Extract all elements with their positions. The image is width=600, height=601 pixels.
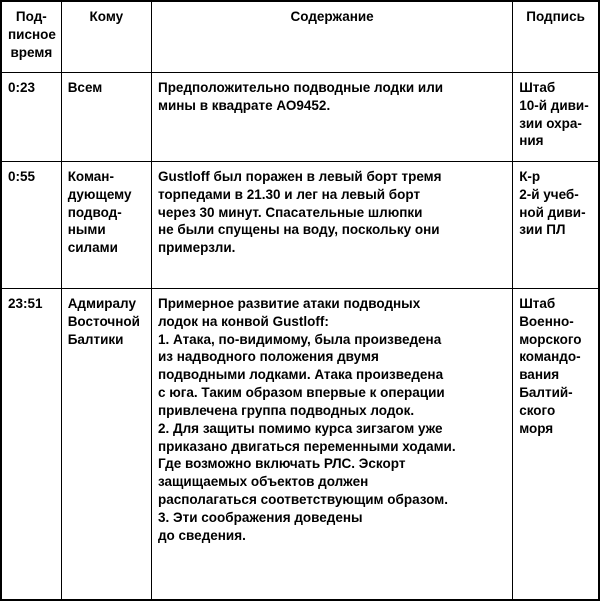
- cell-recipient: Адмиралу Восточной Балтики: [61, 289, 151, 601]
- table-body: [1, 73, 599, 601]
- cell-time: 23:51: [1, 289, 61, 601]
- table-row: [1, 73, 599, 162]
- column-header-signature: Подпись: [513, 1, 599, 73]
- table-row: [1, 162, 599, 289]
- table-header-row: [1, 1, 599, 73]
- cell-signature: Штаб 10-й диви- зии охра- ния: [513, 73, 599, 162]
- cell-content: Примерное развитие атаки подводных лодок на конвой Gustloff: 1. Атака, по-видимому, была произведена из надводного положения двумя подводными лодками. Атака произведена с юга. Таким образом впервые к операции привлечена группа подводных лодок. 2. Для защиты помимо курса зигзагом уже приказано двигаться переменными ходами. Где возможно включать РЛС. Эскорт защищаемых объектов должен располагаться соответствующим образом. 3. Эти соображения доведены до сведения.: [151, 289, 512, 601]
- cell-signature: Штаб Военно- морского командо- вания Балтий- ского моря: [513, 289, 599, 601]
- cell-content: Gustloff был поражен в левый борт тремя торпедами в 21.30 и лег на левый борт через 30 минут. Спасательные шлюпки не были спущены на воду, поскольку они примерзли.: [151, 162, 512, 289]
- column-header-time: Под- писное время: [1, 1, 61, 73]
- cell-content: Предположительно подводные лодки или мины в квадрате АО9452.: [151, 73, 512, 162]
- table-header: [1, 1, 599, 73]
- cell-recipient: Всем: [61, 73, 151, 162]
- cell-time: 0:55: [1, 162, 61, 289]
- cell-recipient: Коман- дующему подвод- ными силами: [61, 162, 151, 289]
- column-header-to: Кому: [61, 1, 151, 73]
- cell-time: 0:23: [1, 73, 61, 162]
- table-row: [1, 289, 599, 601]
- cell-signature: К-р 2-й учеб- ной диви- зии ПЛ: [513, 162, 599, 289]
- column-header-content: Содержание: [151, 1, 512, 73]
